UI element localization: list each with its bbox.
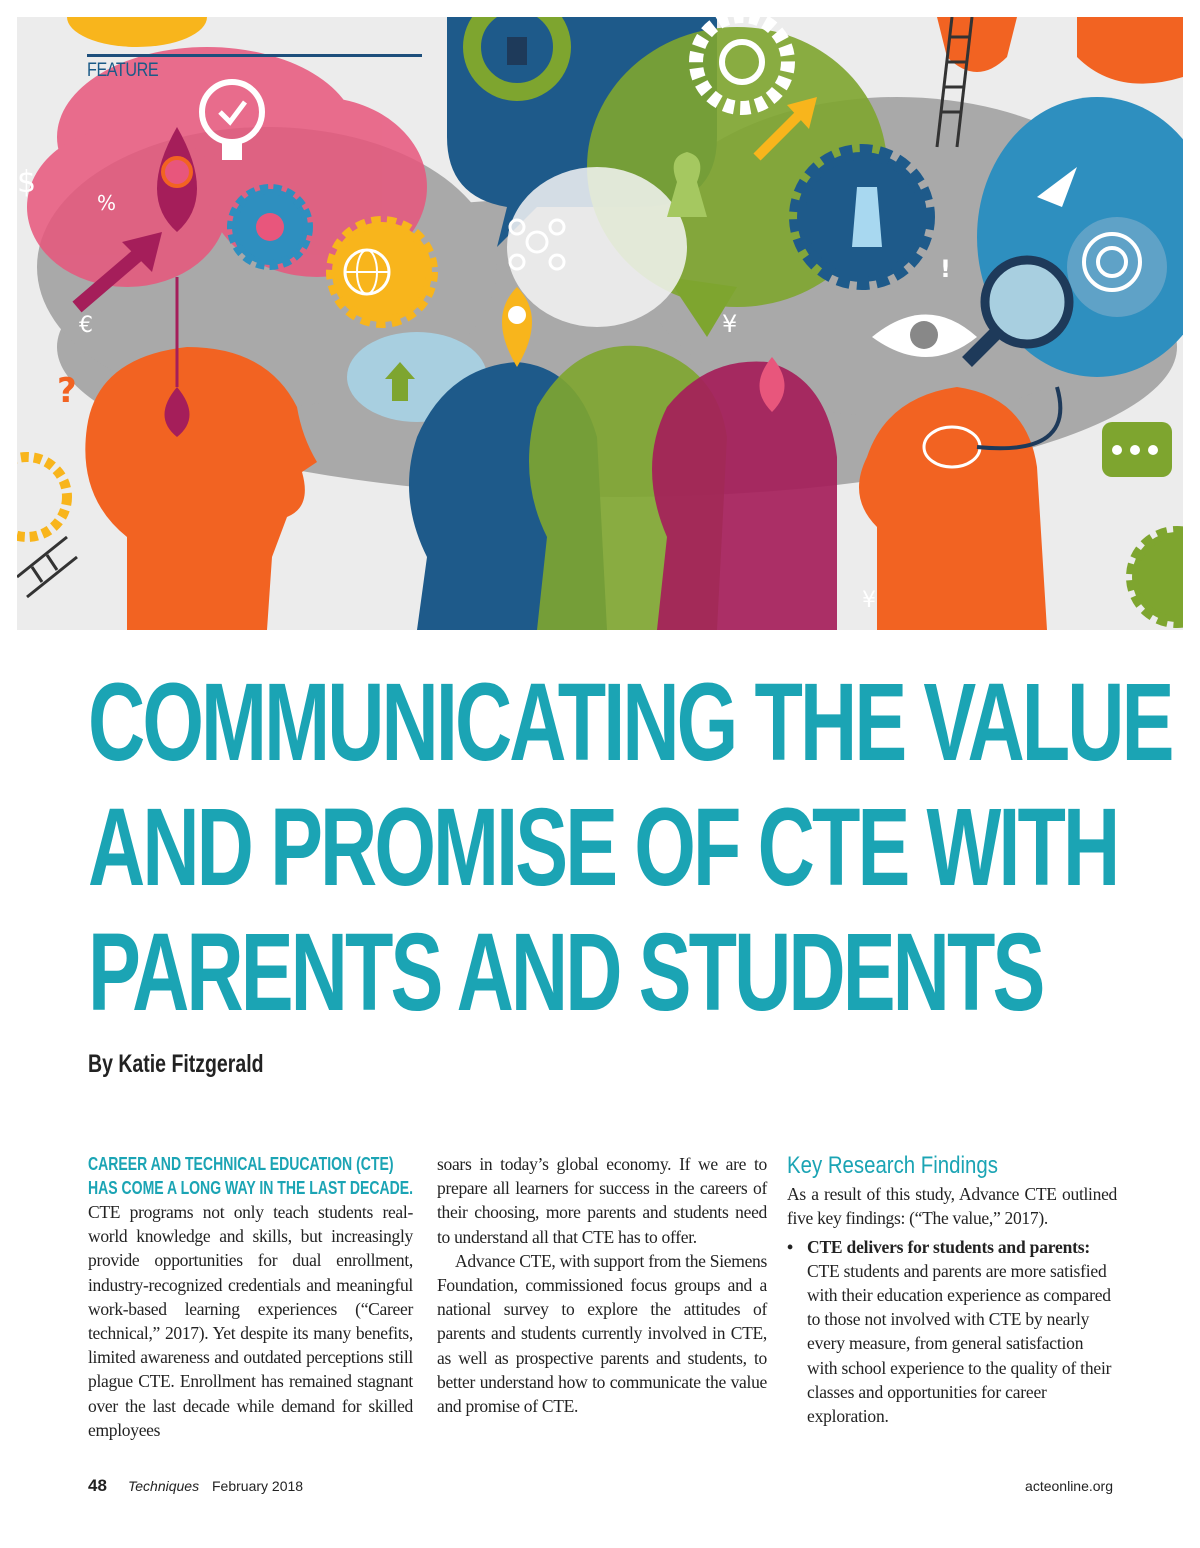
euro-symbol: €	[79, 313, 93, 338]
page-footer	[88, 1478, 1113, 1502]
title-line: AND PROMISE OF CTE WITH	[88, 786, 1118, 909]
dollar-symbol: $	[17, 165, 37, 200]
publication-name: Techniques	[128, 1478, 200, 1494]
byline: By Katie Fitzgerald	[88, 1050, 264, 1078]
exclaim-symbol: !	[940, 255, 951, 283]
lead-in: CAREER AND TECHNICAL EDUCATION (CTE) HAS COME A LONG WAY IN THE LAST DECADE.	[88, 1154, 414, 1198]
section-label: FEATURE	[87, 60, 159, 81]
title-line: COMMUNICATING THE VALUE	[88, 661, 1172, 784]
finding-text	[807, 1235, 1117, 1429]
chess-rook-icon	[507, 37, 527, 65]
hero-illustration	[17, 17, 1183, 630]
title-line: PARENTS AND STUDENTS	[88, 911, 1043, 1034]
gear-icon	[232, 189, 308, 265]
head-silhouette	[859, 387, 1047, 630]
body-paragraph: soars in today’s global economy. If we are to prepare all learners for success in the careers of their choosing, more parents and students need to understand all that CTE has to offer.	[437, 1154, 767, 1247]
feature-rule	[87, 54, 422, 57]
head-silhouette	[652, 362, 837, 630]
illustration-svg	[17, 17, 1183, 630]
issue-date: February 2018	[212, 1478, 304, 1494]
page-number: 48	[88, 1476, 107, 1495]
gear-icon	[1067, 217, 1167, 317]
yen-symbol: ¥	[862, 588, 876, 613]
chess-king-icon	[852, 187, 882, 247]
chat-bubble-icon	[1102, 422, 1172, 477]
white-bubble	[507, 167, 687, 327]
question-symbol: ?	[57, 371, 77, 411]
bullet-marker: •	[787, 1236, 794, 1257]
body-paragraph: CTE programs not only teach students real-world knowledge and skills, but increasingly provide opportunities for dual enrollment, industry-recognized credentials and meaningful work-based learning experiences (“Career technical,” 2017). Yet despite its many benefits, limited awareness and outdated perceptions still plague CTE. Enrollment has remained stagnant over the last decade while demand for skilled employees	[88, 1202, 413, 1440]
column-2	[437, 1152, 767, 1418]
article-title	[88, 660, 1172, 1035]
column-1	[88, 1152, 413, 1442]
section-heading: Key Research Findings	[787, 1152, 998, 1179]
body-paragraph: Advance CTE, with support from the Siemens Foundation, commissioned focus groups and a national survey to explore the attitudes of parents and students currently involved in CTE, as well as prospective parents and students, to better understand how to communicate the value and promise of CTE.	[437, 1250, 767, 1417]
finding-body: CTE students and parents are more satisfied with their education experience as compared to those not involved with CTE by nearly every measure, from general satisfaction with school experience to the quality of their classes and opportunities for career exploration.	[807, 1260, 1112, 1427]
body-paragraph: As a result of this study, Advance CTE outlined five key findings: (“The value,” 2017).	[787, 1184, 1117, 1229]
website-link[interactable]: acteonline.org	[1025, 1478, 1113, 1494]
finding-label: CTE delivers for students and parents:	[807, 1236, 1090, 1257]
list-item	[787, 1235, 1117, 1429]
yen-symbol: ¥	[722, 310, 738, 338]
column-3	[787, 1152, 1117, 1428]
percent-symbol: %	[97, 191, 117, 215]
